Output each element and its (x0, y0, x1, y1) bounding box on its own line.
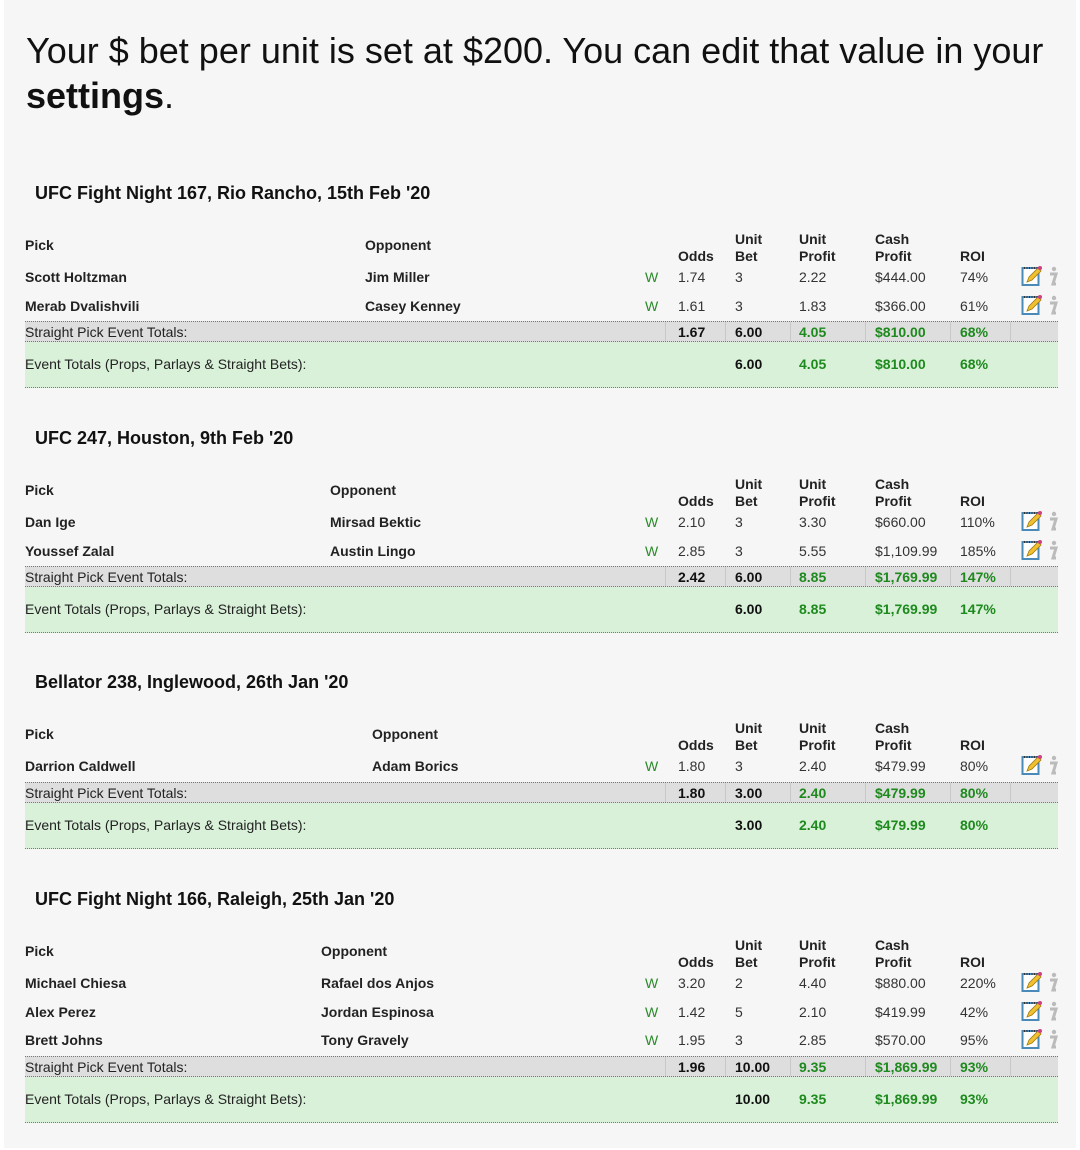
total-roi: 147% (960, 569, 996, 585)
unit-profit-value: 2.10 (799, 1003, 827, 1020)
total-cash-profit: $1,769.99 (875, 569, 938, 585)
total-odds: 2.42 (678, 569, 706, 585)
event-roi: 93% (960, 1090, 989, 1107)
event-unit-profit: 4.05 (799, 356, 827, 372)
notice-text-end: . (164, 75, 175, 116)
pick-row (25, 296, 1058, 316)
total-cash-profit: $1,869.99 (875, 1058, 938, 1075)
event-roi: 68% (960, 356, 989, 372)
event-totals-label: Event Totals (Props, Parlays & Straight Bets): (25, 601, 307, 617)
roi-value: 42% (960, 1003, 989, 1020)
straight-pick-totals-row (25, 566, 1058, 587)
straight-totals-label: Straight Pick Event Totals: (25, 784, 188, 801)
pick-name: Alex Perez (25, 1003, 96, 1020)
header-unit-profit: Unit Profit (799, 937, 836, 970)
opponent-name: Rafael dos Anjos (321, 975, 435, 991)
straight-totals-label: Straight Pick Event Totals: (25, 324, 188, 340)
header-opponent: Opponent (330, 482, 397, 498)
unit-profit-value: 2.40 (799, 758, 827, 774)
total-roi: 68% (960, 324, 989, 340)
header-unit-bet: Unit Bet (735, 476, 763, 509)
cash-profit-value: $444.00 (875, 269, 926, 285)
pick-row (25, 973, 1058, 993)
pick-name: Youssef Zalal (25, 542, 115, 559)
event-unit-profit: 8.85 (799, 601, 827, 617)
event-unit-bet: 6.00 (735, 356, 763, 372)
cash-profit-value: $660.00 (875, 514, 926, 530)
roi-value: 185% (960, 542, 996, 559)
total-unit-bet: 10.00 (735, 1058, 771, 1075)
page (4, 0, 1076, 1148)
info-icon[interactable] (1045, 265, 1059, 290)
header-odds: Odds (678, 954, 714, 970)
unit-profit-value: 2.85 (799, 1032, 827, 1048)
header-cash-profit: Cash Profit (875, 937, 912, 970)
pick-name: Michael Chiesa (25, 975, 127, 991)
opponent-name: Tony Gravely (321, 1032, 409, 1048)
event-totals-label: Event Totals (Props, Parlays & Straight Bets): (25, 1090, 307, 1107)
odds-value: 2.85 (678, 542, 706, 559)
info-icon[interactable] (1045, 971, 1059, 996)
total-cash-profit: $810.00 (875, 324, 926, 340)
result-badge: W (645, 975, 659, 991)
header-roi: ROI (960, 493, 985, 509)
header-unit-profit: Unit Profit (799, 720, 836, 753)
event-totals-row (25, 1077, 1058, 1123)
pick-name: Merab Dvalishvili (25, 297, 140, 314)
info-icon[interactable] (1045, 1000, 1059, 1025)
edit-pick-icon[interactable] (1021, 1000, 1043, 1025)
unit-bet-value: 3 (735, 1032, 743, 1048)
pick-row (25, 512, 1058, 532)
event-title: UFC Fight Night 167, Rio Rancho, 15th Feb '20 (35, 183, 431, 203)
header-unit-profit: Unit Profit (799, 231, 836, 264)
header-opponent: Opponent (321, 943, 388, 959)
total-odds: 1.67 (678, 324, 706, 340)
edit-pick-icon[interactable] (1021, 971, 1043, 996)
unit-bet-value: 3 (735, 269, 743, 285)
edit-pick-icon[interactable] (1021, 265, 1043, 290)
opponent-name: Casey Kenney (365, 297, 461, 314)
unit-profit-value: 5.55 (799, 542, 827, 559)
pick-row (25, 756, 1058, 776)
pick-name: Brett Johns (25, 1032, 103, 1048)
total-roi: 93% (960, 1058, 989, 1075)
result-badge: W (645, 758, 659, 774)
settings-link[interactable]: settings (26, 75, 165, 116)
edit-pick-icon[interactable] (1021, 1028, 1043, 1053)
header-roi: ROI (960, 737, 985, 753)
event-totals-row (25, 342, 1058, 388)
odds-value: 1.74 (678, 269, 706, 285)
total-cash-profit: $479.99 (875, 784, 926, 801)
edit-pick-icon[interactable] (1021, 510, 1043, 535)
total-unit-bet: 6.00 (735, 569, 763, 585)
event-unit-bet: 6.00 (735, 601, 763, 617)
column-header-row (25, 476, 1058, 512)
event-roi: 147% (960, 601, 996, 617)
header-cash-profit: Cash Profit (875, 231, 912, 264)
opponent-name: Austin Lingo (330, 542, 416, 559)
header-roi: ROI (960, 248, 985, 264)
header-unit-bet: Unit Bet (735, 937, 763, 970)
pick-row (25, 1002, 1058, 1022)
straight-totals-label: Straight Pick Event Totals: (25, 569, 188, 585)
header-pick: Pick (25, 482, 54, 498)
info-icon[interactable] (1045, 510, 1059, 535)
edit-pick-icon[interactable] (1021, 754, 1043, 779)
total-unit-profit: 4.05 (799, 324, 827, 340)
header-opponent: Opponent (372, 726, 439, 742)
straight-totals-label: Straight Pick Event Totals: (25, 1058, 188, 1075)
unit-profit-value: 3.30 (799, 514, 827, 530)
roi-value: 110% (960, 514, 995, 530)
unit-bet-value: 5 (735, 1003, 743, 1020)
event-totals-row (25, 803, 1058, 849)
header-unit-profit: Unit Profit (799, 476, 836, 509)
result-badge: W (645, 1003, 659, 1020)
event-title: UFC Fight Night 166, Raleigh, 25th Jan '20 (35, 889, 395, 909)
result-badge: W (645, 1032, 659, 1048)
total-odds: 1.80 (678, 784, 706, 801)
cash-profit-value: $366.00 (875, 297, 926, 314)
unit-profit-value: 1.83 (799, 297, 827, 314)
result-badge: W (645, 297, 659, 314)
info-icon[interactable] (1045, 294, 1059, 319)
event-cash-profit: $810.00 (875, 356, 926, 372)
odds-value: 2.10 (678, 514, 706, 530)
result-badge: W (645, 514, 659, 530)
info-icon[interactable] (1045, 754, 1059, 779)
header-pick: Pick (25, 237, 54, 253)
event-cash-profit: $479.99 (875, 816, 926, 833)
roi-value: 95% (960, 1032, 989, 1048)
event-totals-row (25, 587, 1058, 633)
notice-text: Your $ bet per unit is set at $200. You can edit that value in your (26, 30, 1044, 71)
event-totals-label: Event Totals (Props, Parlays & Straight Bets): (25, 356, 307, 372)
event-title: UFC 247, Houston, 9th Feb '20 (35, 428, 294, 448)
header-roi: ROI (960, 954, 985, 970)
roi-value: 61% (960, 297, 989, 314)
header-unit-bet: Unit Bet (735, 231, 763, 264)
unit-profit-value: 2.22 (799, 269, 827, 285)
total-unit-profit: 8.85 (799, 569, 827, 585)
cash-profit-value: $419.99 (875, 1003, 926, 1020)
info-icon[interactable] (1045, 539, 1059, 564)
pick-row (25, 267, 1058, 287)
pick-name: Scott Holtzman (25, 269, 127, 285)
header-pick: Pick (25, 943, 54, 959)
opponent-name: Mirsad Bektic (330, 514, 422, 530)
total-unit-profit: 9.35 (799, 1058, 827, 1075)
edit-pick-icon[interactable] (1021, 539, 1043, 564)
event-totals-label: Event Totals (Props, Parlays & Straight Bets): (25, 816, 307, 833)
roi-value: 220% (960, 975, 996, 991)
column-header-row (25, 720, 1058, 756)
total-roi: 80% (960, 784, 989, 801)
header-cash-profit: Cash Profit (875, 476, 912, 509)
total-odds: 1.96 (678, 1058, 706, 1075)
cash-profit-value: $1,109.99 (875, 542, 938, 559)
unit-bet-value: 3 (735, 297, 743, 314)
odds-value: 1.80 (678, 758, 706, 774)
unit-bet-value: 2 (735, 975, 743, 991)
header-odds: Odds (678, 737, 714, 753)
pick-name: Dan Ige (25, 514, 76, 530)
header-cash-profit: Cash Profit (875, 720, 912, 753)
event-unit-bet: 3.00 (735, 816, 763, 833)
opponent-name: Adam Borics (372, 758, 459, 774)
header-unit-bet: Unit Bet (735, 720, 763, 753)
edit-pick-icon[interactable] (1021, 294, 1043, 319)
total-unit-bet: 6.00 (735, 324, 763, 340)
odds-value: 3.20 (678, 975, 706, 991)
info-icon[interactable] (1045, 1028, 1059, 1053)
cash-profit-value: $570.00 (875, 1032, 926, 1048)
unit-bet-value: 3 (735, 542, 743, 559)
pick-row (25, 541, 1058, 561)
cash-profit-value: $479.99 (875, 758, 926, 774)
opponent-name: Jim Miller (365, 269, 430, 285)
pick-row (25, 1030, 1058, 1050)
odds-value: 1.42 (678, 1003, 706, 1020)
straight-pick-totals-row (25, 782, 1058, 803)
header-pick: Pick (25, 726, 54, 742)
unit-bet-value: 3 (735, 514, 743, 530)
event-cash-profit: $1,769.99 (875, 601, 938, 617)
header-odds: Odds (678, 493, 714, 509)
roi-value: 80% (960, 758, 989, 774)
event-unit-profit: 2.40 (799, 816, 827, 833)
event-cash-profit: $1,869.99 (875, 1090, 938, 1107)
roi-value: 74% (960, 269, 989, 285)
result-badge: W (645, 269, 659, 285)
pick-name: Darrion Caldwell (25, 758, 136, 774)
opponent-name: Jordan Espinosa (321, 1003, 434, 1020)
odds-value: 1.61 (678, 297, 706, 314)
event-roi: 80% (960, 816, 989, 833)
total-unit-profit: 2.40 (799, 784, 827, 801)
total-unit-bet: 3.00 (735, 784, 763, 801)
unit-profit-value: 4.40 (799, 975, 827, 991)
header-odds: Odds (678, 248, 714, 264)
straight-pick-totals-row (25, 1056, 1058, 1077)
header-opponent: Opponent (365, 237, 432, 253)
event-unit-profit: 9.35 (799, 1090, 827, 1107)
column-header-row (25, 231, 1058, 267)
result-badge: W (645, 542, 659, 559)
event-unit-bet: 10.00 (735, 1090, 771, 1107)
straight-pick-totals-row (25, 321, 1058, 342)
event-title: Bellator 238, Inglewood, 26th Jan '20 (35, 672, 349, 692)
column-header-row (25, 937, 1058, 973)
unit-settings-notice (26, 28, 1066, 118)
cash-profit-value: $880.00 (875, 975, 926, 991)
odds-value: 1.95 (678, 1032, 706, 1048)
unit-bet-value: 3 (735, 758, 743, 774)
